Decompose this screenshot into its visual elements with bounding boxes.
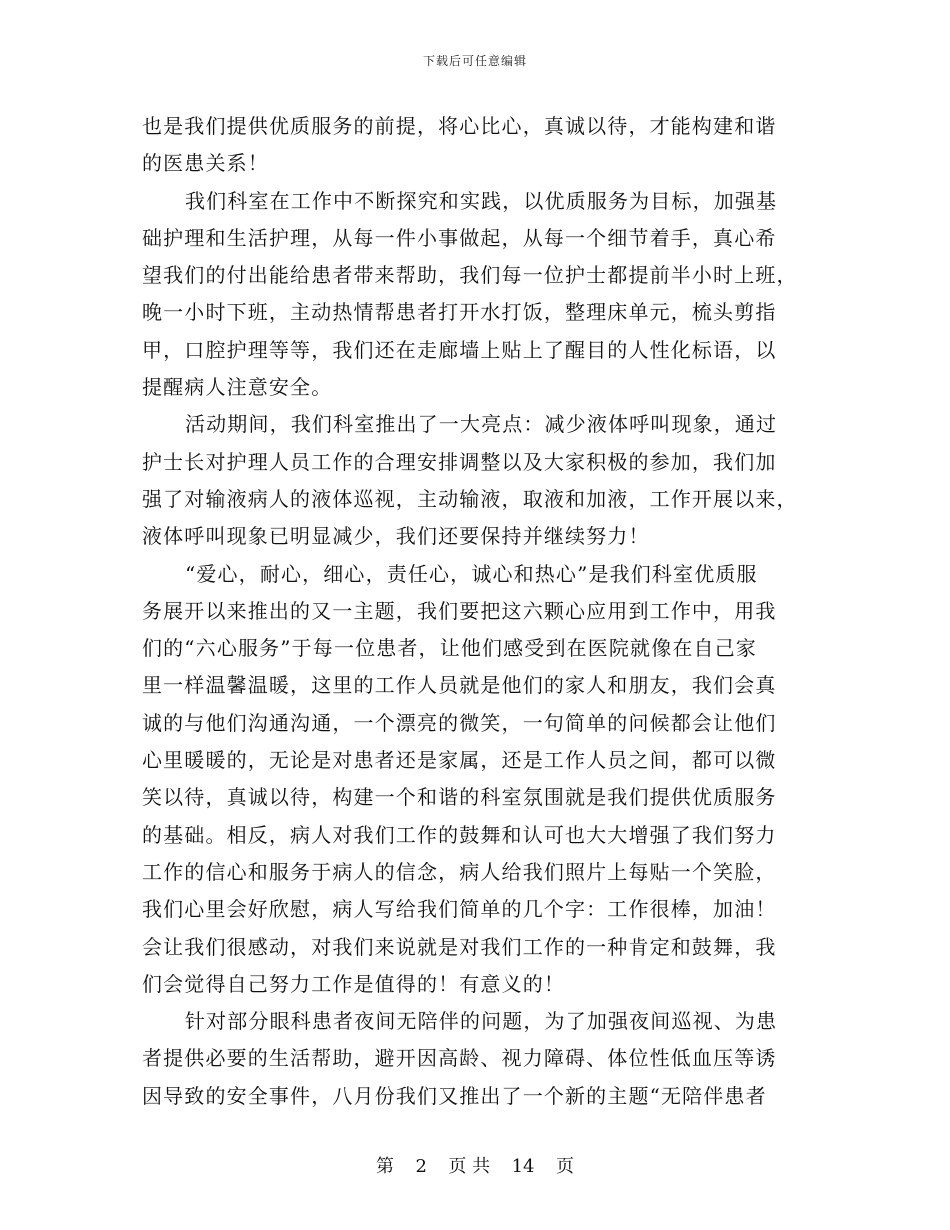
text-line: 护士长对护理人员工作的合理安排调整以及大家积极的参加，我们加 bbox=[142, 449, 777, 474]
text-line: 会让我们很感动，对我们来说就是对我们工作的一种肯定和鼓舞，我 bbox=[142, 934, 777, 959]
text-line: 工作的信心和服务于病人的信念，病人给我们照片上每贴一个笑脸， bbox=[142, 859, 777, 884]
text-line: 务展开以来推出的又一主题，我们要把这六颗心应用到工作中，用我 bbox=[142, 598, 777, 623]
footer-prefix: 第 bbox=[376, 1156, 395, 1177]
text-line: 笑以待，真诚以待，构建一个和谐的科室氛围就是我们提供优质服务 bbox=[142, 785, 777, 810]
text-line: 因导致的安全事件，八月份我们又推出了一个新的主题“无陪伴患者 bbox=[142, 1083, 767, 1108]
text-line: 活动期间，我们科室推出了一大亮点：减少液体呼叫现象，通过 bbox=[185, 412, 778, 437]
text-line: 也是我们提供优质服务的前提，将心比心，真诚以待，才能构建和谐 bbox=[142, 114, 777, 138]
body-text bbox=[142, 108, 802, 1115]
text-line: 望我们的付出能给患者带来帮助，我们每一位护士都提前半小时上班， bbox=[142, 263, 798, 288]
text-line: 晚一小时下班，主动热情帮患者打开水打饭，整理床单元，梳头剪指 bbox=[142, 300, 777, 325]
text-line: 提醒病人注意安全。 bbox=[142, 375, 333, 400]
text-line: 诚的与他们沟通沟通，一个漂亮的微笑，一句简单的问候都会让他们 bbox=[142, 710, 777, 735]
text-line: 的医患关系！ bbox=[142, 151, 269, 176]
footer-total-pages: 14 bbox=[511, 1156, 535, 1177]
text-line: 针对部分眼科患者夜间无陪伴的问题，为了加强夜间巡视、为患 bbox=[185, 1009, 778, 1034]
text-line: 们的“六心服务”于每一位患者，让他们感受到在医院就像在自己家 bbox=[142, 636, 757, 661]
footer-mid: 页 共 bbox=[448, 1156, 491, 1177]
page-footer bbox=[0, 1152, 950, 1178]
text-line: 者提供必要的生活帮助，避开因高龄、视力障碍、体位性低血压等诱 bbox=[142, 1046, 777, 1071]
text-line: 的基础。相反，病人对我们工作的鼓舞和认可也大大增强了我们努力 bbox=[142, 822, 777, 847]
text-line: 我们心里会好欣慰，病人写给我们简单的几个字：工作很棒，加油！ bbox=[142, 897, 777, 922]
page-header: 下载后可任意编辑 bbox=[422, 54, 527, 68]
text-line: 甲，口腔护理等等，我们还在走廊墙上贴上了醒目的人性化标语，以 bbox=[142, 337, 777, 362]
text-line: 强了对输液病人的液体巡视，主动输液，取液和加液，工作开展以来， bbox=[142, 486, 798, 511]
text-line: 里一样温馨温暖，这里的工作人员就是他们的家人和朋友，我们会真 bbox=[142, 673, 777, 698]
text-line: 们会觉得自己努力工作是值得的！有意义的！ bbox=[142, 971, 565, 996]
text-line: “爱心，耐心，细心，责任心，诚心和热心”是我们科室优质服 bbox=[185, 561, 758, 586]
text-line: 础护理和生活护理，从每一件小事做起，从每一个细节着手，真心希 bbox=[142, 225, 777, 250]
text-line: 心里暖暖的，无论是对患者还是家属，还是工作人员之间，都可以微 bbox=[142, 748, 777, 773]
footer-suffix: 页 bbox=[555, 1156, 574, 1177]
text-line: 液体呼叫现象已明显减少，我们还要保持并继续努力！ bbox=[142, 524, 650, 549]
footer-page-number: 2 bbox=[415, 1156, 427, 1177]
text-line: 我们科室在工作中不断探究和实践，以优质服务为目标，加强基 bbox=[185, 188, 778, 213]
